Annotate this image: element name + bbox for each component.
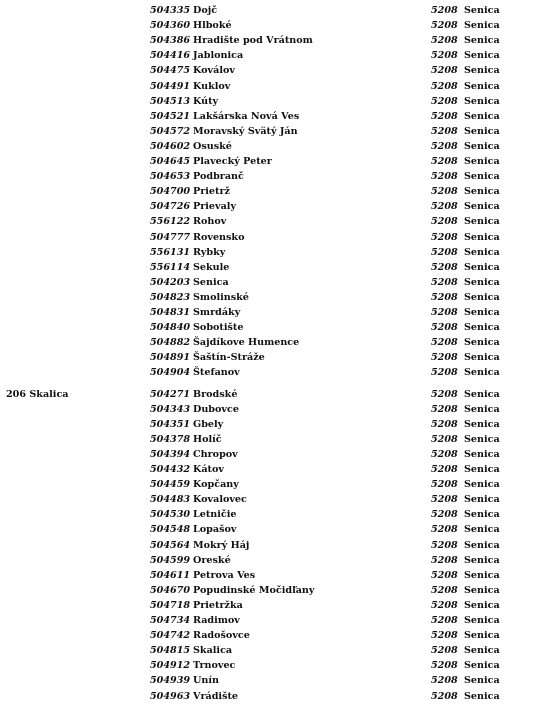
municipality-name: Hlboké (193, 20, 232, 32)
municipality-name: Kuklov (193, 80, 231, 92)
municipality-name: Lopašov (193, 524, 237, 536)
district-number: 5208 (431, 231, 458, 243)
municipality-code: 504777 (150, 231, 191, 243)
district-city: Senica (464, 337, 500, 349)
municipality-code: 504335 (150, 5, 191, 16)
district-number: 5208 (431, 171, 458, 183)
district-city: Senica (464, 675, 500, 687)
municipality-name: Trnovec (193, 660, 236, 672)
municipality-code: 556114 (150, 261, 191, 273)
table-row (0, 673, 552, 688)
municipality-name: Skalica (193, 645, 233, 657)
district-number: 5208 (431, 388, 458, 400)
district-city: Senica (464, 352, 500, 364)
district-city: Senica (464, 539, 500, 551)
district-city: Senica (464, 367, 500, 379)
district-city: Senica (464, 660, 500, 672)
municipality-code: 504394 (150, 448, 191, 460)
district-label: 206 Skalica (6, 388, 69, 400)
municipality-code: 504378 (150, 433, 191, 445)
municipality-name: Gbely (193, 418, 224, 430)
table-row (0, 598, 552, 613)
municipality-code: 504718 (150, 599, 191, 611)
table-row (0, 613, 552, 628)
table-row (0, 290, 552, 305)
district-city: Senica (464, 494, 500, 506)
municipality-code: 504572 (150, 125, 191, 137)
municipality-name: Rybky (193, 246, 226, 258)
municipality-code: 504742 (150, 630, 191, 642)
municipality-code: 504271 (150, 388, 191, 400)
municipality-code: 504645 (150, 156, 191, 167)
municipality-code: 504343 (150, 403, 191, 415)
municipality-code: 504416 (150, 50, 191, 62)
municipality-name: Oreské (193, 554, 231, 566)
table-row (0, 214, 552, 229)
district-city: Senica (464, 388, 500, 400)
district-city: Senica (464, 125, 500, 137)
municipality-code: 504360 (150, 20, 191, 32)
table-row (0, 124, 552, 139)
municipality-code: 504670 (150, 584, 191, 596)
municipality-name: Prietržka (193, 599, 243, 611)
municipality-code: 556131 (150, 246, 191, 258)
district-number: 5208 (431, 5, 458, 16)
district-number: 5208 (431, 509, 458, 521)
district-number: 5208 (431, 110, 458, 122)
municipality-code: 504963 (150, 690, 191, 702)
municipality-name: Popudinské Močidľany (193, 584, 315, 596)
district-number: 5208 (431, 322, 458, 334)
district-number: 5208 (431, 186, 458, 198)
municipality-name: Koválov (193, 65, 235, 77)
municipality-name: Kúty (193, 95, 219, 107)
district-city: Senica (464, 433, 500, 445)
municipality-name: Smrdáky (193, 307, 241, 318)
district-city: Senica (464, 584, 500, 596)
table-row (0, 462, 552, 477)
municipality-code: 504530 (150, 509, 191, 521)
table-row (0, 154, 552, 169)
municipality-code: 504564 (150, 539, 191, 551)
municipality-name: Šajdíkove Humence (193, 337, 300, 349)
municipality-code: 504513 (150, 95, 191, 107)
municipality-name: Sekule (193, 261, 230, 273)
district-city: Senica (464, 645, 500, 657)
municipality-code: 504653 (150, 171, 191, 183)
table-row (0, 94, 552, 109)
table-row (0, 365, 552, 380)
table-row (0, 628, 552, 643)
district-city: Senica (464, 95, 500, 107)
district-number: 5208 (431, 464, 458, 475)
district-city: Senica (464, 65, 500, 77)
district-city: Senica (464, 50, 500, 62)
district-number: 5208 (431, 524, 458, 536)
municipality-code: 504831 (150, 307, 191, 318)
municipality-name: Rovensko (193, 231, 245, 243)
table-row (0, 199, 552, 214)
table-row (0, 245, 552, 260)
table-row (0, 522, 552, 537)
district-number: 5208 (431, 645, 458, 657)
district-number: 5208 (431, 599, 458, 611)
district-number: 5208 (431, 65, 458, 77)
district-city: Senica (464, 231, 500, 243)
municipality-name: Šaštín-Stráže (193, 352, 265, 364)
district-city: Senica (464, 403, 500, 415)
table-row (0, 63, 552, 78)
district-number: 5208 (431, 690, 458, 702)
district-city: Senica (464, 464, 500, 475)
table-row (0, 48, 552, 63)
district-number: 5208 (431, 352, 458, 364)
municipality-code: 504939 (150, 675, 191, 687)
municipality-name: Senica (193, 276, 229, 288)
municipality-code: 504475 (150, 65, 191, 77)
district-city: Senica (464, 599, 500, 611)
table-row (0, 18, 552, 33)
table-row (0, 492, 552, 507)
district-city: Senica (464, 5, 500, 16)
municipality-name: Vrádište (193, 690, 239, 702)
district-city: Senica (464, 171, 500, 183)
municipality-name: Podbranč (193, 171, 244, 183)
municipality-name: Dojč (193, 5, 218, 16)
district-number: 5208 (431, 261, 458, 273)
table-row (0, 320, 552, 335)
municipality-name: Plavecký Peter (193, 156, 272, 167)
table-row (0, 335, 552, 350)
municipality-code: 504203 (150, 276, 191, 288)
district-city: Senica (464, 80, 500, 92)
municipality-code: 504491 (150, 80, 191, 92)
municipality-name: Lakšárska Nová Ves (193, 110, 300, 122)
district-city: Senica (464, 140, 500, 152)
district-city: Senica (464, 630, 500, 642)
district-number: 5208 (431, 433, 458, 445)
table-row (0, 643, 552, 658)
table-row (0, 538, 552, 553)
district-number: 5208 (431, 554, 458, 566)
table-row (0, 402, 552, 417)
municipality-code: 504483 (150, 494, 191, 506)
municipality-code: 504599 (150, 554, 191, 566)
table-row (0, 139, 552, 154)
municipality-name: Prietrž (193, 186, 230, 198)
district-number: 5208 (431, 201, 458, 213)
district-number: 5208 (431, 216, 458, 228)
municipality-name: Radimov (193, 615, 240, 626)
table-row (0, 305, 552, 320)
district-city: Senica (464, 322, 500, 334)
district-number: 5208 (431, 337, 458, 349)
table-row (0, 387, 552, 402)
municipality-name: Smolinské (193, 291, 249, 303)
district-number: 5208 (431, 125, 458, 137)
table-row (0, 275, 552, 290)
district-number: 5208 (431, 569, 458, 581)
municipality-name: Mokrý Háj (193, 539, 250, 551)
municipality-name: Hradište pod Vrátnom (193, 35, 313, 47)
municipality-code: 504700 (150, 186, 191, 198)
district-number: 5208 (431, 660, 458, 672)
municipality-name: Sobotište (193, 322, 244, 334)
municipality-name: Letničie (193, 509, 237, 521)
municipality-name: Rohov (193, 216, 227, 228)
table-row (0, 447, 552, 462)
municipality-code: 504734 (150, 615, 191, 626)
district-number: 5208 (431, 448, 458, 460)
district-city: Senica (464, 509, 500, 521)
table-row (0, 260, 552, 275)
district-city: Senica (464, 246, 500, 258)
district-number: 5208 (431, 584, 458, 596)
municipality-code: 504726 (150, 201, 191, 213)
district-city: Senica (464, 615, 500, 626)
district-city: Senica (464, 110, 500, 122)
district-number: 5208 (431, 539, 458, 551)
district-number: 5208 (431, 675, 458, 687)
municipality-code: 556122 (150, 216, 191, 228)
district-number: 5208 (431, 307, 458, 318)
table-row (0, 350, 552, 365)
municipality-name: Dubovce (193, 403, 239, 415)
municipality-code: 504611 (150, 569, 191, 581)
table-row (0, 568, 552, 583)
district-number: 5208 (431, 80, 458, 92)
district-number: 5208 (431, 479, 458, 491)
district-city: Senica (464, 261, 500, 273)
municipality-code: 504912 (150, 660, 191, 672)
district-city: Senica (464, 690, 500, 702)
municipality-code: 504904 (150, 367, 191, 379)
district-city: Senica (464, 186, 500, 198)
municipality-name: Moravský Svätý Ján (193, 125, 298, 137)
district-city: Senica (464, 276, 500, 288)
table-row (0, 184, 552, 199)
district-number: 5208 (431, 35, 458, 47)
district-city: Senica (464, 20, 500, 32)
municipality-name: Kátov (193, 464, 224, 475)
municipality-name: Prievaly (193, 201, 237, 213)
table-row (0, 658, 552, 673)
municipality-code: 504432 (150, 464, 191, 475)
district-city: Senica (464, 554, 500, 566)
district-number: 5208 (431, 403, 458, 415)
municipality-name: Unín (193, 675, 219, 687)
table-row (0, 79, 552, 94)
district-number: 5208 (431, 630, 458, 642)
municipality-code: 504351 (150, 418, 191, 430)
district-city: Senica (464, 307, 500, 318)
table-row (0, 553, 552, 568)
district-city: Senica (464, 418, 500, 430)
district-number: 5208 (431, 418, 458, 430)
municipality-name: Kopčany (193, 479, 239, 491)
municipality-code: 504840 (150, 322, 191, 334)
municipality-code: 504521 (150, 110, 191, 122)
district-number: 5208 (431, 50, 458, 62)
municipality-name: Jablonica (193, 50, 244, 62)
district-city: Senica (464, 448, 500, 460)
table-row (0, 507, 552, 522)
municipality-code: 504459 (150, 479, 191, 491)
district-city: Senica (464, 524, 500, 536)
municipality-name: Štefanov (193, 367, 240, 379)
municipality-code: 504882 (150, 337, 191, 349)
district-number: 5208 (431, 276, 458, 288)
municipality-name: Petrova Ves (193, 569, 256, 581)
district-number: 5208 (431, 615, 458, 626)
municipality-code: 504386 (150, 35, 191, 47)
municipality-name: Brodské (193, 388, 238, 400)
municipality-name: Chropov (193, 448, 238, 460)
district-number: 5208 (431, 156, 458, 167)
district-number: 5208 (431, 95, 458, 107)
district-number: 5208 (431, 367, 458, 379)
table-row (0, 417, 552, 432)
district-city: Senica (464, 291, 500, 303)
district-number: 5208 (431, 20, 458, 32)
table-row (0, 477, 552, 492)
district-city: Senica (464, 201, 500, 213)
municipality-name: Radošovce (193, 630, 250, 642)
table-row (0, 583, 552, 598)
municipality-code: 504815 (150, 645, 191, 657)
table-row (0, 3, 552, 18)
municipality-name: Osuské (193, 140, 232, 152)
district-city: Senica (464, 156, 500, 167)
table-row (0, 432, 552, 447)
district-number: 5208 (431, 291, 458, 303)
table-row (0, 230, 552, 245)
district-city: Senica (464, 479, 500, 491)
municipality-code: 504823 (150, 291, 191, 303)
table-row (0, 169, 552, 184)
table-row (0, 689, 552, 704)
municipality-code: 504891 (150, 352, 191, 364)
municipality-code: 504602 (150, 140, 191, 152)
table-row (0, 109, 552, 124)
district-city: Senica (464, 569, 500, 581)
municipality-name: Holíč (193, 433, 222, 445)
table-row (0, 33, 552, 48)
district-number: 5208 (431, 494, 458, 506)
municipality-name: Kovalovec (193, 494, 247, 506)
municipality-code: 504548 (150, 524, 191, 536)
district-city: Senica (464, 216, 500, 228)
district-number: 5208 (431, 246, 458, 258)
district-city: Senica (464, 35, 500, 47)
district-number: 5208 (431, 140, 458, 152)
